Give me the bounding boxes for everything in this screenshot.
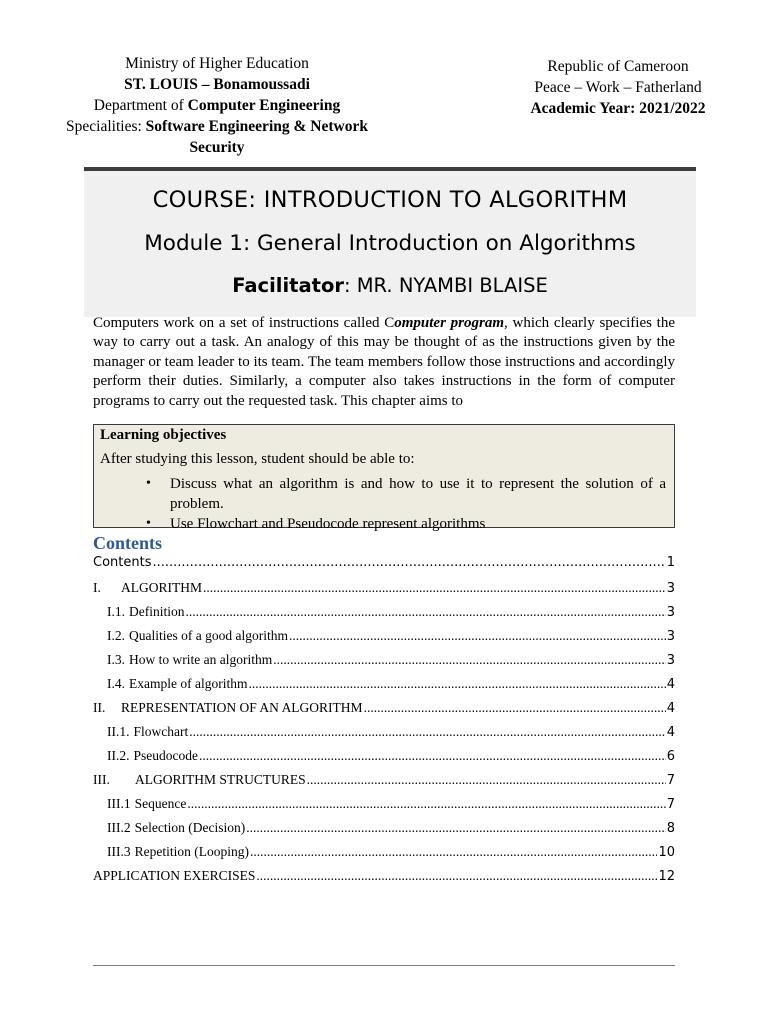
module-title: Module 1: General Introduction on Algorithms: [144, 231, 636, 256]
course-title: COURSE: INTRODUCTION TO ALGORITHM: [152, 187, 628, 213]
country-header: [512, 56, 724, 119]
bullet-icon: •: [146, 476, 151, 491]
institution-header: [48, 53, 386, 158]
country-line: Republic of Cameroon: [547, 58, 689, 75]
learning-objectives-box: [93, 424, 675, 532]
bullet-icon: •: [146, 516, 151, 531]
footer-divider: [93, 965, 675, 966]
toc-entry[interactable]: III. ALGORITHM STRUCTURES ..... 7: [93, 770, 675, 790]
facilitator-line: Facilitator: MR. NYAMBI BLAISE: [232, 274, 548, 297]
school-line: ST. LOUIS – Bonamoussadi: [124, 76, 310, 93]
toc-entry[interactable]: III.1 Sequence ..... 7: [93, 794, 675, 814]
list-item: • Use Flowchart and Pseudocode represent algorithms: [146, 516, 486, 532]
list-item: • Discuss what an algorithm is and how to use it to represent the solution of a problem.: [146, 476, 666, 512]
toc-entry[interactable]: I.4. Example of algorithm ..... 4: [93, 674, 675, 694]
toc-heading: Contents: [93, 533, 163, 553]
toc-entry[interactable]: II.2. Pseudocode ..... 6: [93, 746, 675, 766]
specialities-line: Specialities: Software Engineering & Network Security: [66, 118, 368, 156]
academic-year-line: Academic Year: 2021/2022: [530, 100, 706, 117]
objectives-list: [94, 474, 668, 534]
toc-entry[interactable]: I.2. Qualities of a good algorithm ..... 3: [93, 626, 675, 646]
toc-entry[interactable]: I.3. How to write an algorithm ..... 3: [93, 650, 675, 670]
intro-paragraph: Computers work on a set of instructions called Computer program, which clearly specifies the way to carry out a task. An analogy of this may be thought of as the instructions given by the manager or team leader to its team. The team members follow those instructions and accordingly perform their duties. Similarly, a computer also takes instructions in the form of computer programs to carry out the requested task. This chapter aims to: [93, 315, 676, 409]
ministry-line: Ministry of Higher Education: [125, 55, 309, 72]
toc-entry[interactable]: II.1. Flowchart ..... 4: [93, 722, 675, 742]
toc-entry[interactable]: Contents ..... 1: [93, 553, 675, 573]
motto-line: Peace – Work – Fatherland: [534, 79, 702, 96]
toc-entry[interactable]: I.1. Definition ..... 3: [93, 602, 675, 622]
department-line: Department of Computer Engineering: [93, 97, 341, 114]
objectives-subtitle: After studying this lesson, student should be able to:: [100, 451, 415, 467]
toc-entry[interactable]: I. ALGORITHM ..... 3: [93, 578, 675, 598]
toc-entry[interactable]: III.2 Selection (Decision) ..... 8: [93, 818, 675, 838]
toc-entry[interactable]: II. REPRESENTATION OF AN ALGORITHM ..... 4: [93, 698, 675, 718]
course-banner: [84, 167, 696, 317]
toc-entry[interactable]: III.3 Repetition (Looping) ..... 10: [93, 842, 675, 862]
objectives-title: Learning objectives: [100, 427, 227, 443]
toc-entry[interactable]: APPLICATION EXERCISES ..... 12: [93, 866, 675, 886]
